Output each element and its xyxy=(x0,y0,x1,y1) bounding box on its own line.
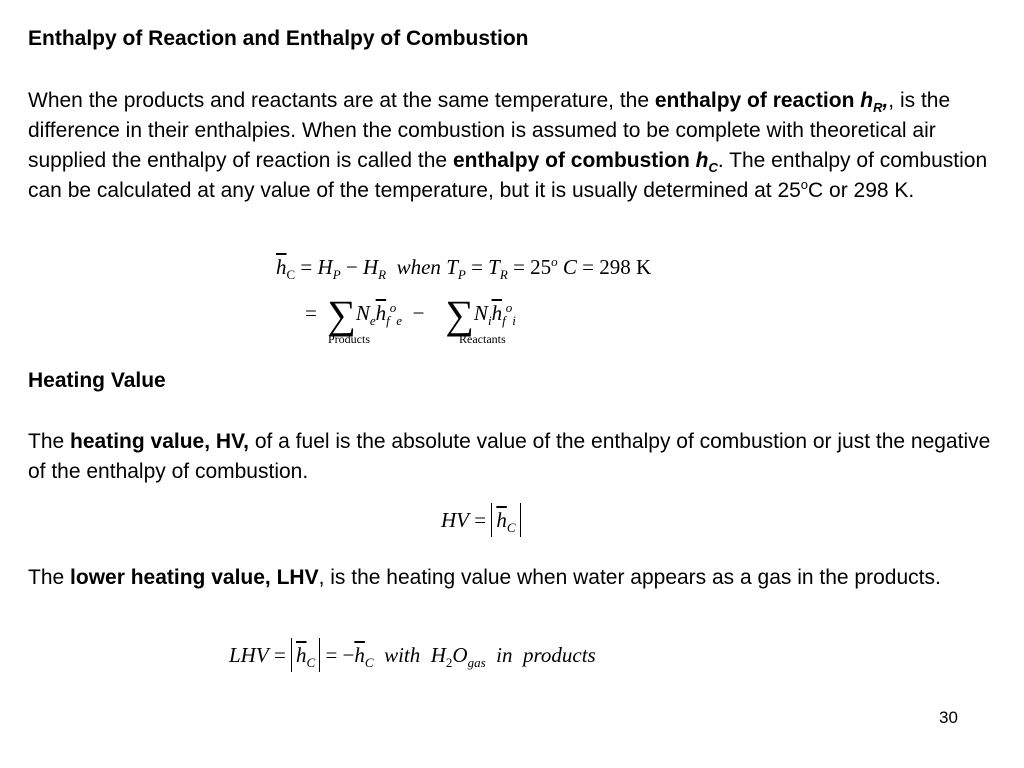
section-heading-enthalpy: Enthalpy of Reaction and Enthalpy of Combustion xyxy=(28,27,529,50)
sum-label-products: Products xyxy=(328,332,370,346)
equation-sum-formation: = $\sum N_e\overline{h}_f^o_e$ − $\sum N_i\overline{h}_f^o_i$ xyxy=(305,292,516,337)
paragraph-enthalpy-definition: When the products and reactants are at the same temperature, the enthalpy of reaction $h_R$,, is the difference in their enthalpies. When the combustion is assumed to be complete with theoretical air supplied the enthalpy of reaction is called the enthalpy of combustion $h_C$. The enthalpy of combustion can be calculated at any value of the temperature, but it is usually determined at 25$^o$C or 298 K. xyxy=(28,89,988,202)
page-number: 30 xyxy=(939,708,958,727)
equation-heating-value: HV = $\overline{h}_C$ xyxy=(441,503,521,537)
equation-lower-heating-value: LHV = $\overline{h}_C = -\overline{h}_C$ with $H_2O_{gas}$ in products xyxy=(229,638,596,672)
sum-label-reactants: Reactants xyxy=(459,332,506,346)
section-heading-heating-value: Heating Value xyxy=(28,369,166,392)
paragraph-lower-heating-value: The lower heating value, LHV, is the heating value when water appears as a gas in the products. xyxy=(28,566,941,589)
equation-enthalpy-combustion: $\overline{h}_C = H_P - H_R$ when $T_P = T_R = 25^o$ C = 298 K xyxy=(276,254,652,283)
paragraph-heating-value: The heating value, HV, of a fuel is the absolute value of the enthalpy of combustion or just the negative of the enthalpy of combustion. xyxy=(28,430,991,483)
